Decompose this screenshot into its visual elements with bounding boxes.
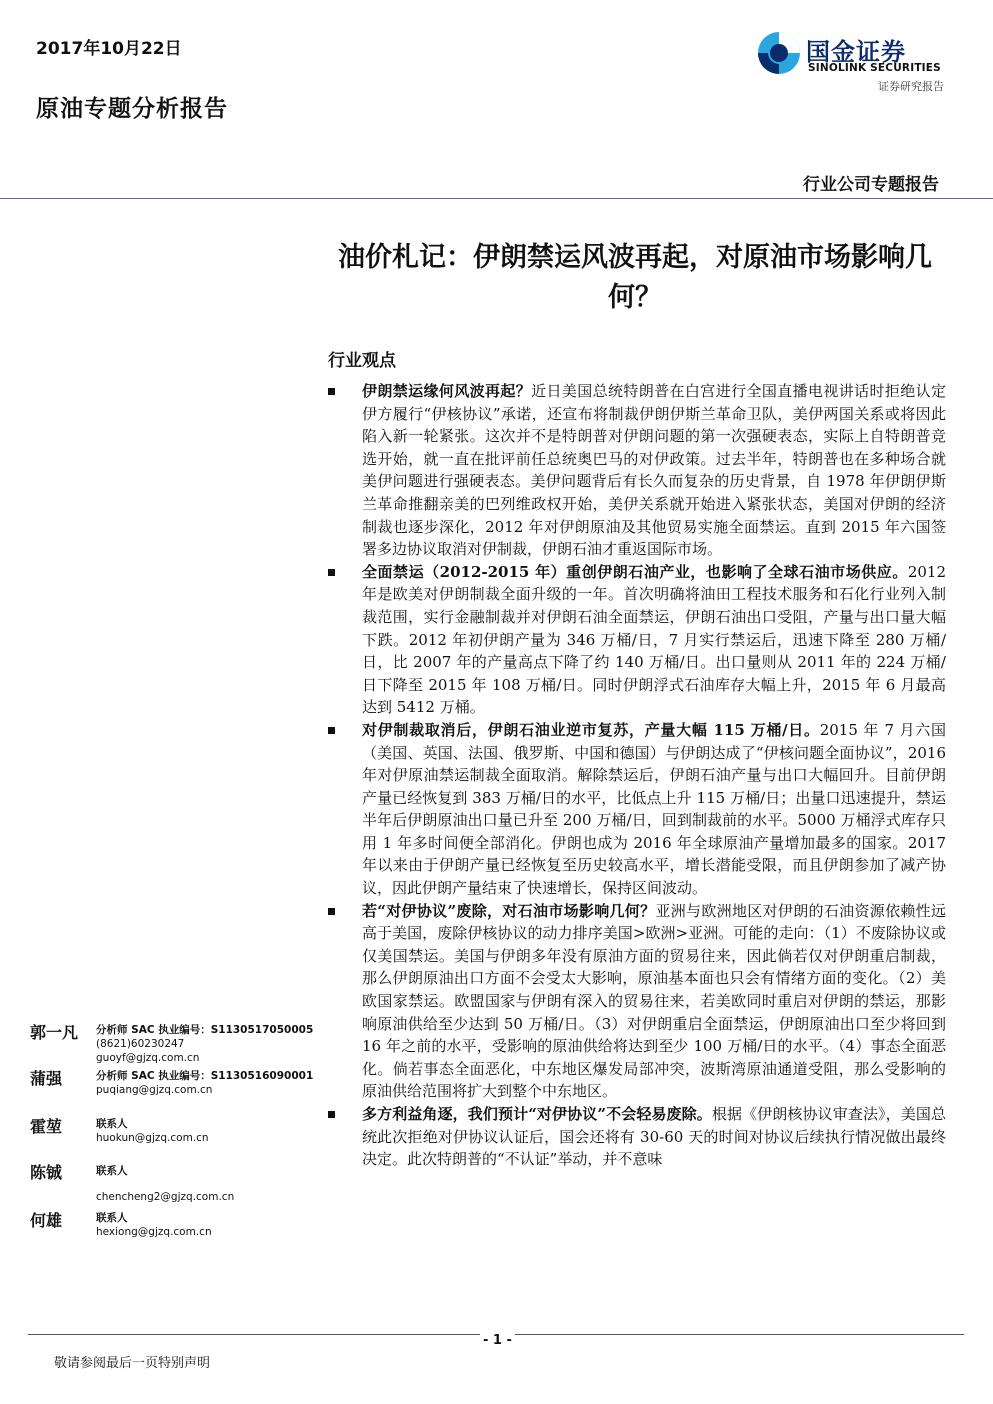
viewpoint-text: 根据《伊朗核协议审查法》，美国总统此次拒绝对伊协议认证后，国会还将有 30-60 天的时间对协议后续执行情况做出最终决定。此次特朗普的“不认证”举动，并不意味: [362, 1105, 946, 1169]
viewpoint-lead: 若“对伊协议”废除，对石油市场影响几何？: [362, 901, 656, 920]
company-logo: [756, 30, 946, 94]
analyst-email[interactable]: huokun@gjzq.com.cn: [96, 1132, 209, 1144]
analyst-role: 联系人: [96, 1212, 128, 1224]
analyst-name: 何雄: [30, 1211, 63, 1230]
viewpoint-text: 2012 年是欧美对伊朗制裁全面升级的一年。首次明确将油田工程技术服务和石化行业列入制裁范围，实行金融制裁并对伊朗石油全面禁运，伊朗石油出口受阻，产量与出口量大幅下跌。2012 年初伊朗产量为 346 万桶/日，7 月实行禁运后，迅速下降至 280 万桶/日，比 2007 年的产量高点下降了约 140 万桶/日。出口量则从 2011 年的 224 万桶/日下降至 2015 年 108 万桶/日。同时伊朗浮式石油库存大幅上升，2015 年 6 月最高达到 5412 万桶。: [362, 562, 946, 717]
analyst-role: 联系人: [96, 1165, 128, 1177]
report-title: 油价札记：伊朗禁运风波再起，对原油市场影响几何？: [338, 242, 932, 313]
viewpoint-item: [326, 900, 946, 1103]
analyst-info: [96, 1211, 212, 1239]
bullet-square-icon: [328, 569, 335, 576]
logo-subtitle: 证券研究报告: [878, 80, 944, 93]
viewpoint-lead: 伊朗禁运缘何风波再起？: [362, 382, 532, 400]
bullet-square-icon: [328, 727, 335, 734]
viewpoint-item: [326, 380, 946, 561]
viewpoint-list: [326, 380, 946, 1171]
report-type: 原油专题分析报告: [36, 95, 228, 122]
bullet-square-icon: [328, 1111, 335, 1118]
analyst-email[interactable]: guoyf@gjzq.com.cn: [96, 1052, 200, 1064]
analyst-name: 蒲强: [30, 1069, 63, 1088]
analyst-email[interactable]: hexiong@gjzq.com.cn: [96, 1226, 212, 1238]
viewpoint-lead: 对伊制裁取消后，伊朗石油业逆市复苏，产量大幅 115 万桶/日。: [362, 720, 820, 739]
analyst-phone: (8621)60230247: [96, 1038, 185, 1050]
analyst-info: [96, 1069, 313, 1097]
logo-name-cn: 国金证券: [806, 38, 906, 66]
analyst-name: 陈铖: [30, 1163, 63, 1182]
viewpoint-item: [326, 719, 946, 900]
report-category: 行业公司专题报告: [803, 175, 939, 195]
bullet-square-icon: [328, 388, 335, 395]
viewpoint-item: [326, 1103, 946, 1171]
bullet-square-icon: [328, 908, 335, 915]
analyst-role: 分析师 SAC 执业编号：S1130516090001: [96, 1070, 314, 1082]
sinolink-logo-icon: [756, 30, 802, 76]
section-heading: 行业观点: [328, 351, 396, 371]
analyst-name: 霍堃: [30, 1117, 63, 1136]
viewpoint-text: 亚洲与欧洲地区对伊朗的石油资源依赖性远高于美国，废除伊核协议的动力排序美国>欧洲>亚洲。可能的走向：（1）不废除协议或仅美国禁运。美国与伊朗多年没有原油方面的贸易往来，因此倘若仅对伊朗重启制裁，那么伊朗原油出口方面不会受太大影响，原油基本面也只会有情绪方面的变化。（2）美欧国家禁运。欧盟国家与伊朗有深入的贸易往来，若美欧同时重启对伊朗的禁运，那影响原油供给至少达到 50 万桶/日。（3）对伊朗重启全面禁运，伊朗原油出口至少将回到 16 年之前的水平，受影响的原油供给将达到至少 100 万桶/日的水平。（4）事态全面恶化。倘若事态全面恶化，中东地区爆发局部冲突，波斯湾原油通道受阻，那么受影响的原油供给范围将扩大到整个中东地区。: [362, 901, 946, 1101]
analyst-email[interactable]: puqiang@gjzq.com.cn: [96, 1084, 213, 1096]
analyst-info: [96, 1164, 234, 1204]
header-divider: [0, 198, 993, 199]
viewpoint-text: 2015 年 7 月六国（美国、英国、法国、俄罗斯、中国和德国）与伊朗达成了“伊核问题全面协议”，2016 年对伊原油禁运制裁全面取消。解除禁运后，伊朗石油产量与出口大幅回升。目前伊朗产量已经恢复到 383 万桶/日的水平，比低点上升 115 万桶/日；出量口迅速提升，禁运半年后伊朗原油出口量已升至 200 万桶/日，回到制裁前的水平。5000 万桶浮式库存只用 1 年多时间便全部消化。伊朗也成为 2016 年全球原油产量增加最多的国家。2017 年以来由于伊朗产量已经恢复至历史较高水平，增长潜能受限，而且伊朗参加了减产协议，因此伊朗产量结束了快速增长，保持区间波动。: [362, 720, 946, 898]
analyst-email[interactable]: chencheng2@gjzq.com.cn: [96, 1191, 235, 1203]
analyst-name: 郭一凡: [30, 1023, 79, 1042]
viewpoint-lead: 多方利益角逐，我们预计“对伊协议”不会轻易废除。: [362, 1105, 712, 1123]
analyst-role: 分析师 SAC 执业编号：S1130517050005: [96, 1024, 314, 1036]
analyst-role: 联系人: [96, 1118, 128, 1130]
viewpoint-text: 近日美国总统特朗普在白宫进行全国直播电视讲话时拒绝认定伊方履行“伊核协议”承诺，还宣布将制裁伊朗伊斯兰革命卫队，美伊两国关系或将因此陷入新一轮紧张。这次并不是特朗普对伊朗问题的第一次强硬表态，实际上自特朗普竞选开始，就一直在批评前任总统奥巴马的对伊政策。过去半年，特朗普也在多种场合就美伊问题进行强硬表态。美伊问题背后有长久而复杂的历史背景，自 1978 年伊朗伊斯兰革命推翻亲美的巴列维政权开始，美伊关系就开始进入紧张状态，美国对伊朗的经济制裁也逐步深化，2012 年对伊朗原油及其他贸易实施全面禁运。直到 2015 年六国签署多边协议取消对伊制裁，伊朗石油才重返国际市场。: [362, 382, 946, 559]
logo-name-en: SINOLINK SECURITIES: [808, 62, 941, 74]
viewpoint-item: [326, 561, 946, 719]
viewpoint-lead: 全面禁运（2012-2015 年）重创伊朗石油产业，也影响了全球石油市场供应。: [362, 562, 908, 581]
report-date: 2017年10月22日: [36, 39, 182, 59]
page-number: - 1 -: [480, 1333, 515, 1348]
analyst-info: [96, 1023, 313, 1065]
footer-disclaimer: 敬请参阅最后一页特别声明: [54, 1356, 211, 1371]
analyst-info: [96, 1117, 209, 1145]
